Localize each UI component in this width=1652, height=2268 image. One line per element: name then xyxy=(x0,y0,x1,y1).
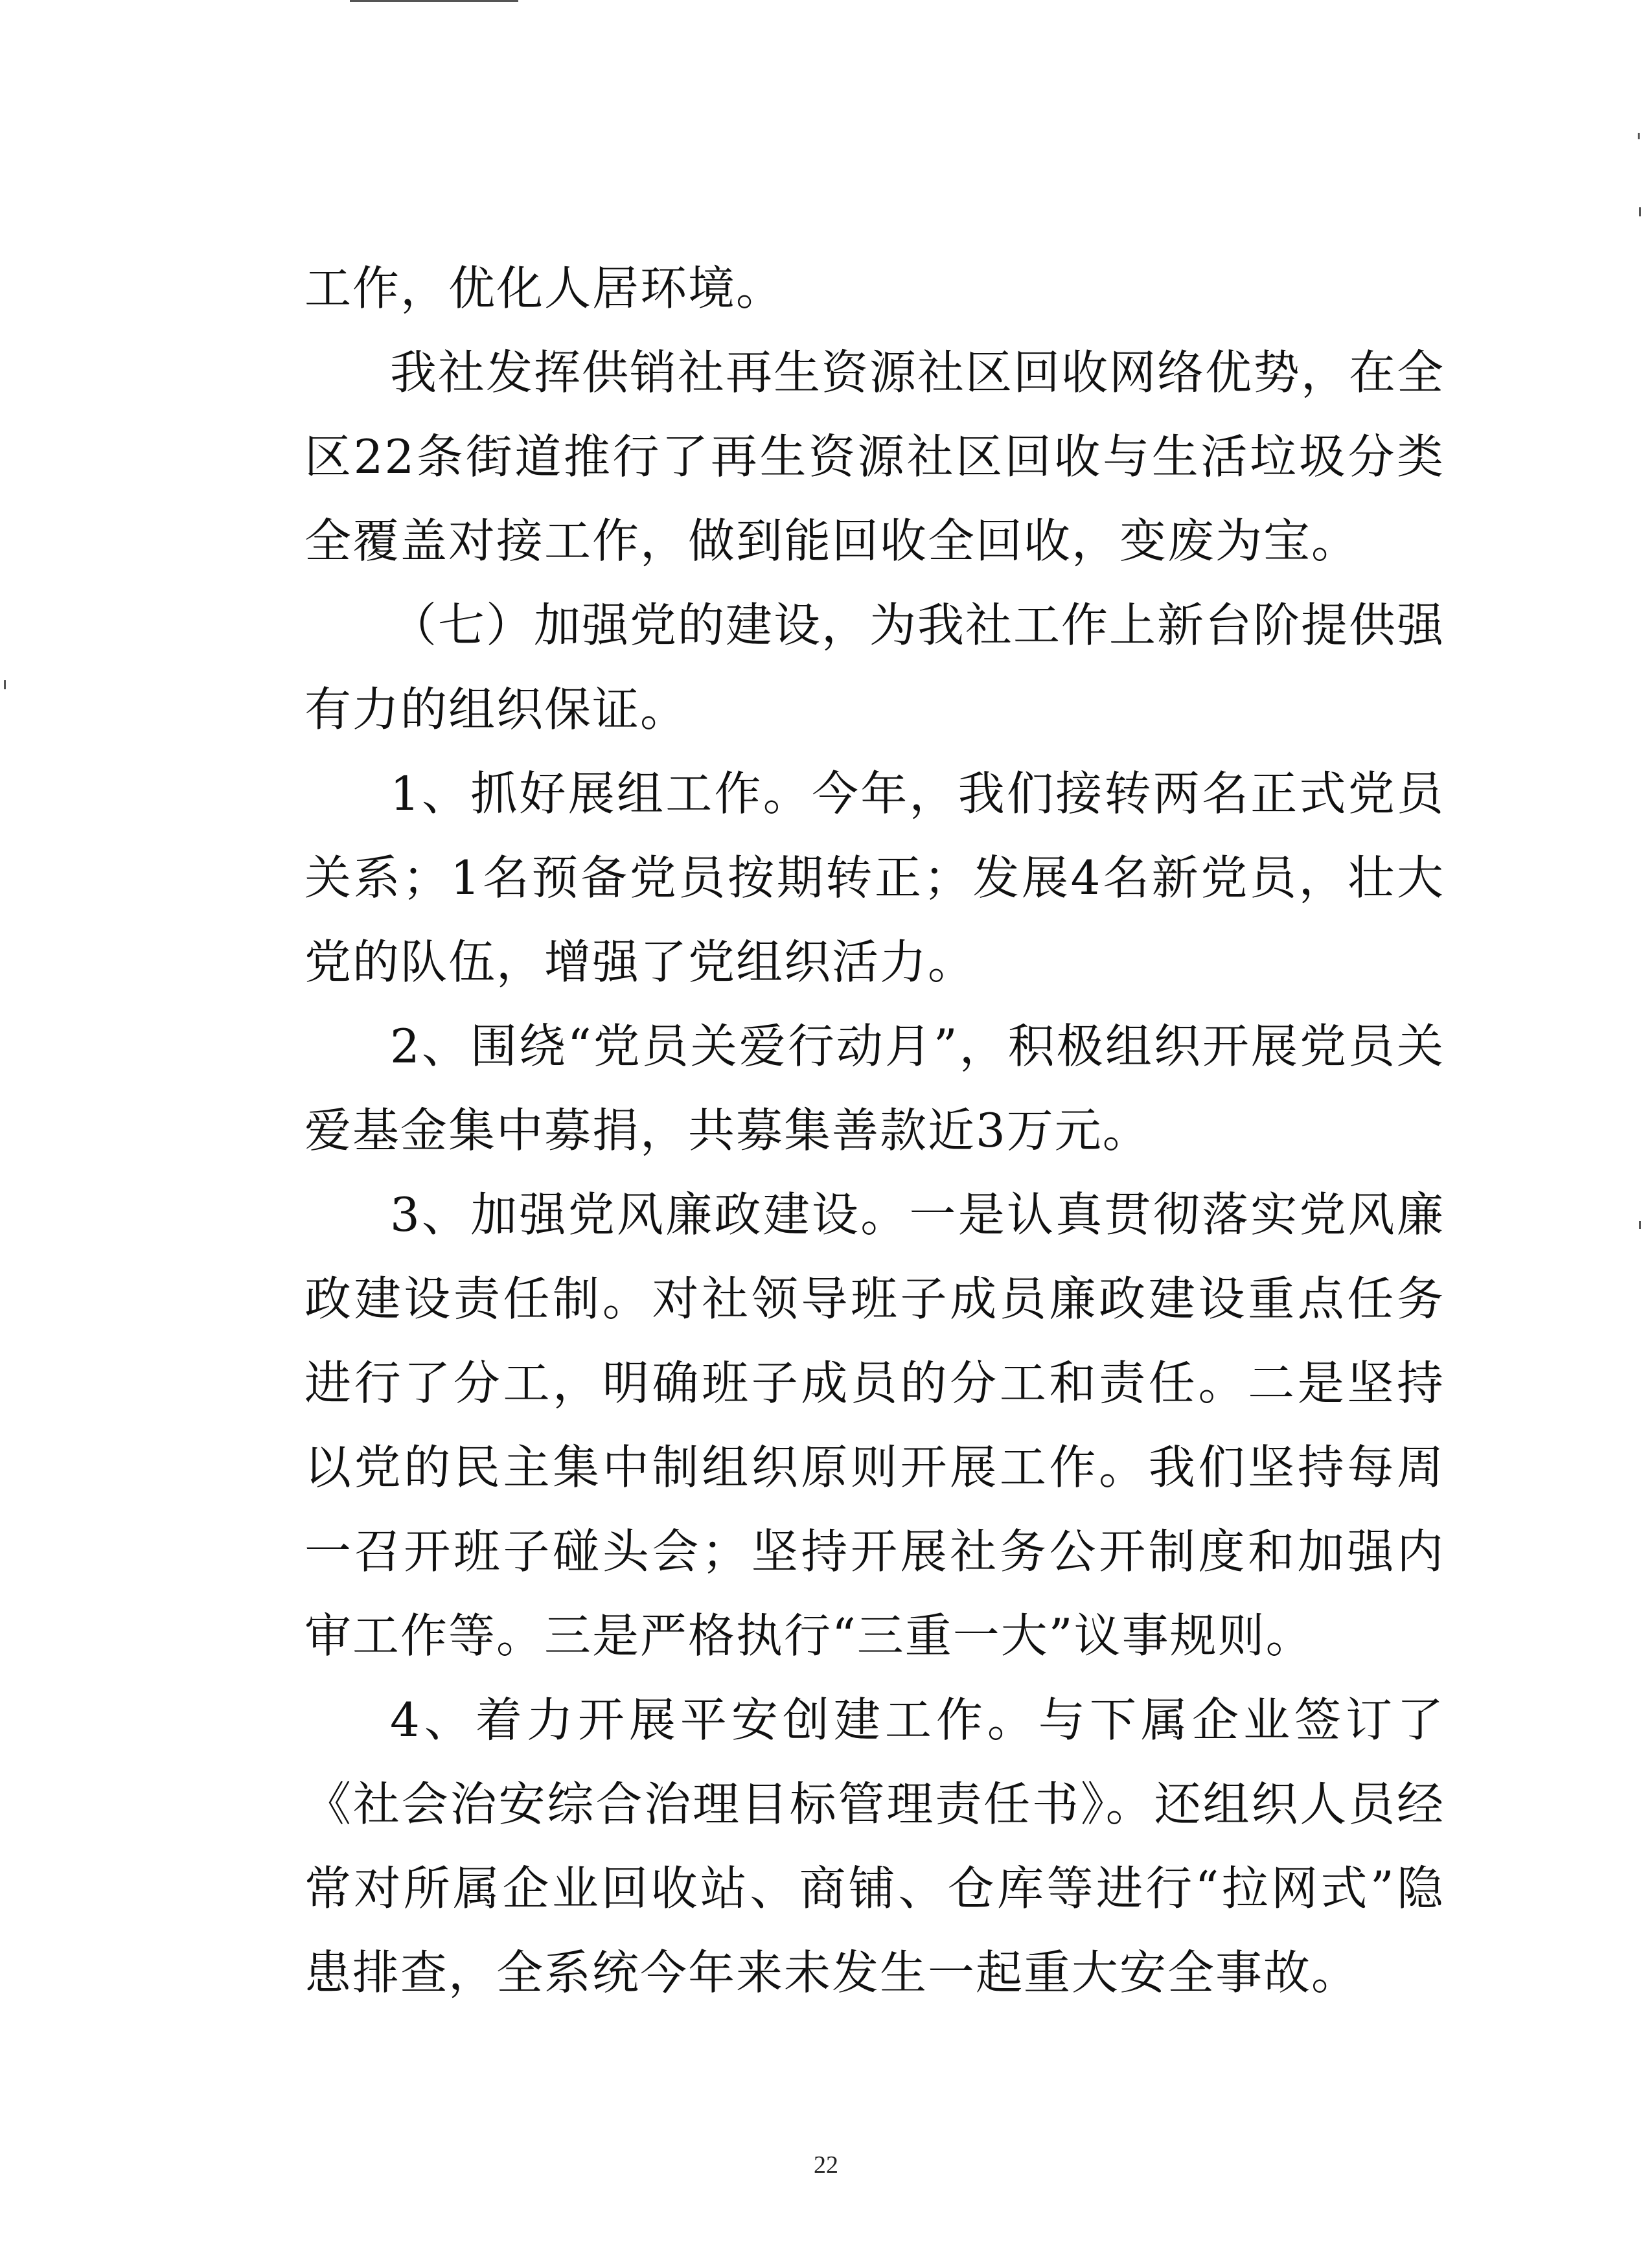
scan-artifact xyxy=(1638,133,1640,139)
paragraph-continuation: 工作，优化人居环境。 xyxy=(304,261,785,315)
document-body xyxy=(304,246,1445,2015)
scan-artifact xyxy=(1639,1221,1641,1229)
section-heading-party-building: （七）加强党的建设，为我社工作上新台阶提供强有力的组织保证。 xyxy=(304,598,1445,737)
list-item-3: 3、加强党风廉政建设。一是认真贯彻落实党风廉政建设责任制。对社领导班子成员廉政建设重点任务进行了分工，明确班子成员的分工和责任。二是坚持以党的民主集中制组织原则开展工作。我们坚持每周一召开班子碰头会；坚持开展社务公开制度和加强内审工作等。三是严格执行“三重一大”议事规则。 xyxy=(304,1187,1445,1663)
list-item-4: 4、着力开展平安创建工作。与下属企业签订了《社会治安综合治理目标管理责任书》。还组织人员经常对所属企业回收站、商铺、仓库等进行“拉网式”隐患排查，全系统今年来未发生一起重大安全事故。 xyxy=(304,1693,1445,2000)
scan-artifact xyxy=(1639,207,1641,216)
list-item-1: 1、抓好展组工作。今年，我们接转两名正式党员关系；1名预备党员按期转正；发展4名新党员，壮大党的队伍，增强了党组织活力。 xyxy=(304,766,1445,989)
scan-artifact xyxy=(350,0,518,2)
page-number: 22 xyxy=(814,2151,838,2179)
scan-artifact xyxy=(4,680,6,689)
paragraph-recycling-network: 我社发挥供销社再生资源社区回收网络优势，在全区22条街道推行了再生资源社区回收与生活垃圾分类全覆盖对接工作，做到能回收全回收，变废为宝。 xyxy=(304,345,1445,568)
list-item-2: 2、围绕“党员关爱行动月”，积极组织开展党员关爱基金集中募捐，共募集善款近3万元。 xyxy=(304,1019,1445,1158)
